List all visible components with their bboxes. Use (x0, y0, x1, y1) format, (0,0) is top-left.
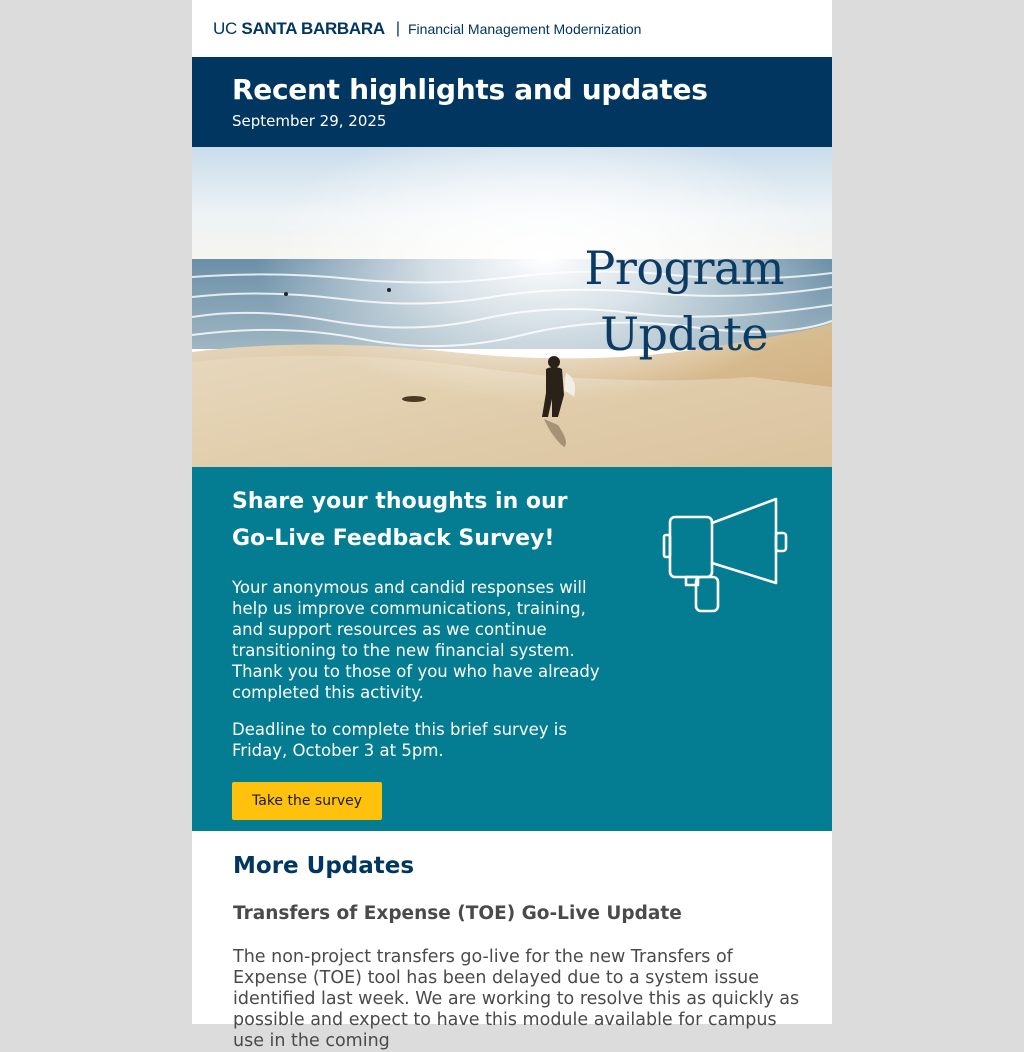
newsletter-header (192, 57, 832, 147)
hero-title (584, 235, 784, 367)
more-updates-heading: More Updates (233, 853, 415, 879)
survey-heading-line1: Share your thoughts in our (232, 489, 568, 514)
survey-description: Your anonymous and candid responses will help us improve communications, training, and support resources as we continue transitioning to the new financial system. Thank you to those of you who have already completed this activity. (232, 578, 600, 702)
hero-banner (192, 147, 832, 467)
hero-title-line1: Program (584, 241, 784, 295)
program-name: Financial Management Modernization (408, 20, 642, 37)
issue-date: September 29, 2025 (232, 112, 387, 130)
article-body: The non-project transfers go-live for the new Transfers of Expense (TOE) tool has been delayed due to a system issue identified last week. We are working to resolve this as quickly as possible and expect to have this module available for campus use in the coming (233, 947, 800, 1051)
megaphone-icon (662, 497, 792, 617)
hero-title-line2: Update (600, 307, 769, 361)
survey-section (192, 467, 832, 831)
email-container (192, 0, 832, 1051)
logo-santa-barbara: SANTA BARBARA (241, 18, 385, 38)
take-survey-button[interactable]: Take the survey (232, 782, 382, 820)
page-title: Recent highlights and updates (232, 73, 708, 106)
logo-uc: UC (213, 18, 237, 38)
survey-heading (232, 483, 612, 557)
survey-heading-line2: Go-Live Feedback Survey! (232, 526, 555, 551)
brand-bar (192, 0, 832, 57)
ucsb-logo[interactable] (213, 19, 385, 39)
brand-separator: | (395, 19, 400, 37)
survey-deadline: Deadline to complete this brief survey is Friday, October 3 at 5pm. (232, 720, 567, 760)
article-title: Transfers of Expense (TOE) Go-Live Update (233, 903, 682, 924)
more-updates-section (192, 831, 832, 1052)
